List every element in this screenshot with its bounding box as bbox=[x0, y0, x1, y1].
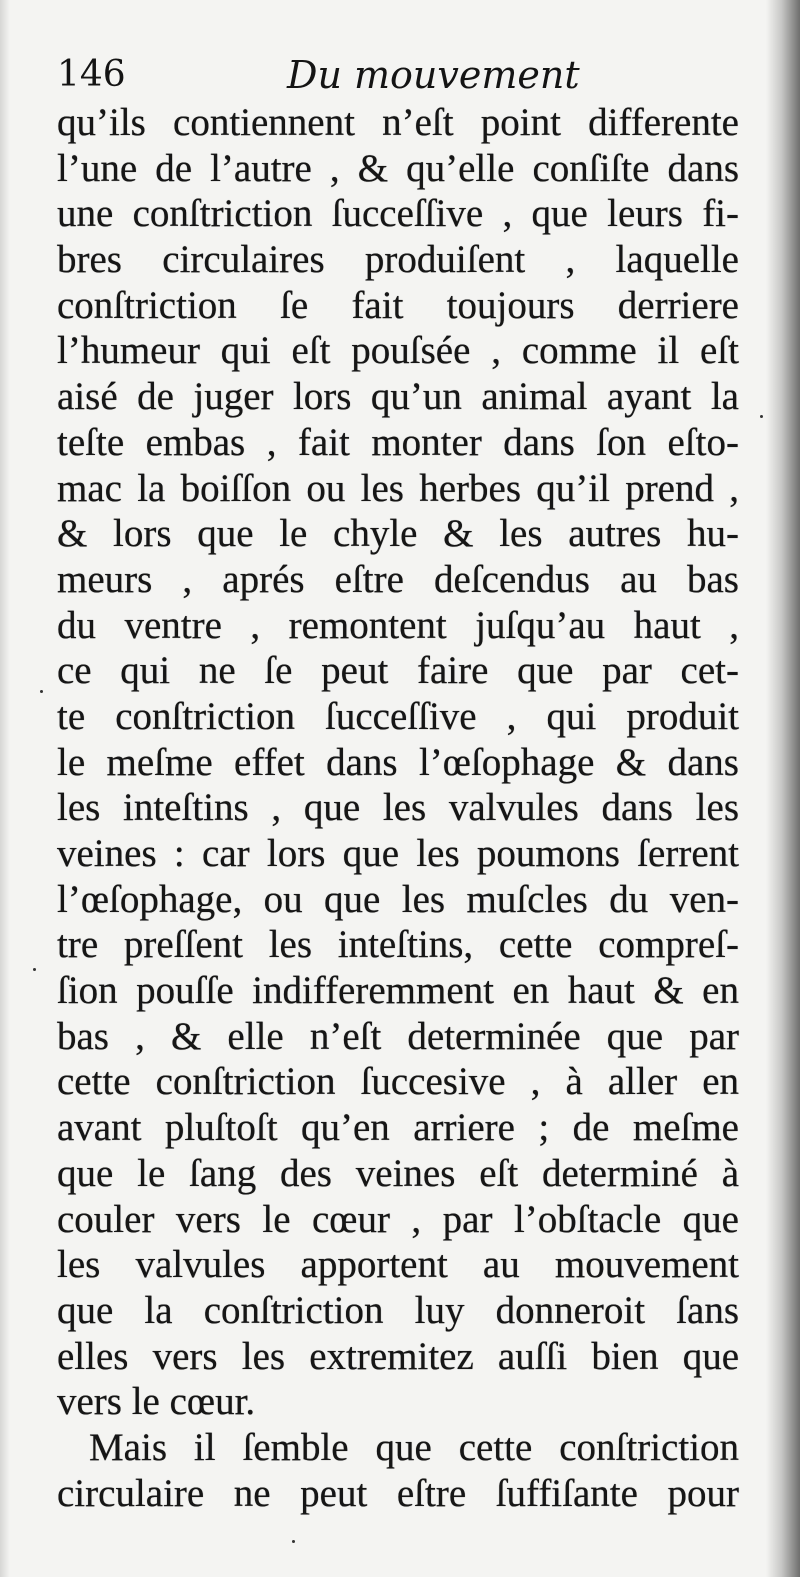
text-line: l’une de l’autre , & qu’elle conſiſte dans bbox=[57, 146, 739, 190]
page-left-edge bbox=[0, 0, 10, 1577]
text-line: du ventre , remontent juſqu’au haut , bbox=[57, 603, 739, 647]
text-line: veines : car lors que les poumons ſerrent bbox=[57, 832, 739, 875]
text-line: elles vers les extremitez auſſi bien que bbox=[57, 1334, 739, 1378]
text-line: mac la boiſſon ou les herbes qu’il prend , bbox=[57, 466, 739, 510]
paragraph-end-line: vers le cœur. bbox=[57, 1380, 256, 1424]
text-line: & lors que le chyle & les autres hu- bbox=[57, 512, 739, 556]
text-line: que le ſang des veines eſt determiné à bbox=[57, 1151, 739, 1195]
text-line: teſte embas , fait monter dans ſon eſto- bbox=[57, 420, 739, 464]
text-line: couler vers le cœur , par l’obſtacle que bbox=[57, 1197, 739, 1241]
text-line: bas , & elle n’eſt determinée que par bbox=[57, 1014, 739, 1058]
text-line: bres circulaires produiſent , laquelle bbox=[57, 238, 739, 282]
paragraph-start-line: Mais il ſemble que cette conſtriction bbox=[89, 1425, 739, 1469]
body-text bbox=[57, 100, 739, 1516]
text-line: les valvules apportent au mouvement bbox=[57, 1243, 739, 1287]
text-line: que la conſtriction luy donneroit ſans bbox=[57, 1288, 739, 1332]
ink-speck bbox=[33, 968, 36, 971]
text-line: ce qui ne ſe peut faire que par cet- bbox=[57, 649, 739, 693]
text-line: les inteſtins , que les valvules dans les bbox=[57, 786, 739, 830]
text-line: te conſtriction ſucceſſive , qui produit bbox=[57, 694, 739, 738]
text-line: ſion pouſſe indifferemment en haut & en bbox=[57, 969, 739, 1013]
page-number: 146 bbox=[57, 54, 126, 95]
text-line: une conſtriction ſucceſſive , que leurs fi- bbox=[57, 192, 739, 236]
text-line: l’humeur qui eſt pouſsée , comme il eſt bbox=[57, 329, 739, 373]
ink-speck bbox=[292, 1540, 295, 1543]
text-line: cette conſtriction ſuccesive , à aller en bbox=[57, 1060, 739, 1104]
ink-speck bbox=[40, 690, 43, 693]
ink-speck bbox=[760, 415, 763, 418]
text-line: l’œſophage, ou que les muſcles du ven- bbox=[57, 877, 739, 921]
running-head bbox=[57, 50, 737, 106]
text-line: le meſme effet dans l’œſophage & dans bbox=[57, 740, 739, 784]
text-line: tre preſſent les inteſtins, cette compreſ- bbox=[57, 923, 739, 967]
text-line: qu’ils contiennent n’eſt point differente bbox=[57, 101, 739, 144]
text-line: aisé de juger lors qu’un animal ayant la bbox=[57, 375, 739, 419]
text-line: conſtriction ſe fait toujours derriere bbox=[57, 283, 739, 327]
text-line: circulaire ne peut eſtre ſuffiſante pour bbox=[57, 1471, 739, 1515]
running-title: Du mouvement bbox=[287, 53, 580, 97]
text-line: meurs , aprés eſtre deſcendus au bas bbox=[57, 557, 739, 601]
page-binding-shadow bbox=[766, 0, 800, 1577]
text-line: avant pluſtoſt qu’en arriere ; de meſme bbox=[57, 1106, 739, 1150]
